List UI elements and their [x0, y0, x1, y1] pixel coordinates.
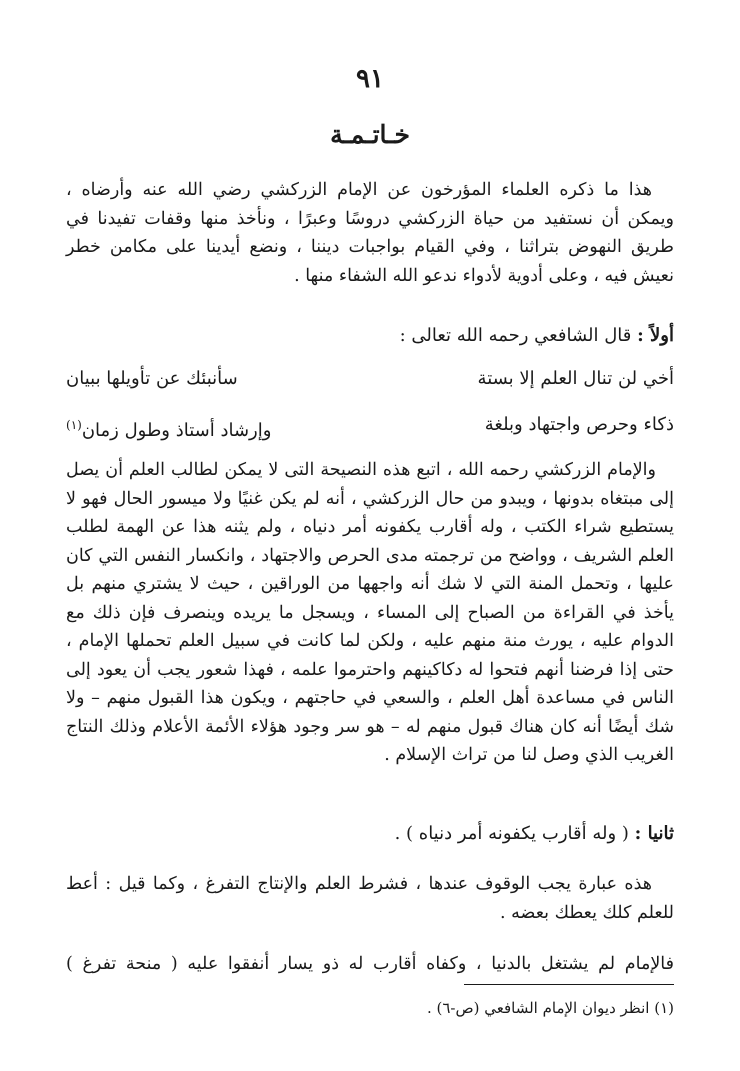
second-point-text: ( وله أقارب يكفونه أمر دنياه ) . — [394, 823, 629, 844]
poem-line-1-first-hemistich: أخي لن تنال العلم إلا بستة — [477, 368, 674, 389]
footnote-reference: (١) — [66, 418, 82, 432]
second-point-label: ثانيا : — [634, 823, 674, 844]
intro-paragraph: هذا ما ذكره العلماء المؤرخون عن الإمام الزركشي رضي الله عنه وأرضاه ، ويمكن أن نستفيد من حياة الزركشي دروسًا وعبرًا ، ونأخذ منها وقفات تفيدنا في طريق النهوض بتراثنا ، وفي القيام بواجبات ديننا ، ونضع أيدينا على مكامن خطر نعيش فيه ، وعلى أدوية لأدواء ندعو الله الشفاء منها . — [66, 180, 674, 286]
poem-line-1 — [66, 364, 674, 394]
third-paragraph: هذه عبارة يجب الوقوف عندها ، فشرط العلم والإنتاج التفرغ ، وكما قيل : أعط للعلم كلك يعطك بعضه . — [66, 874, 674, 923]
footnote: (١) انظر ديوان الإمام الشافعي (ص-٦) . — [426, 999, 674, 1017]
poem-line-2-second-wrap — [66, 410, 271, 446]
continuation-line: فالإمام لم يشتغل بالدنيا ، وكفاه أقارب له ذو يسار أنفقوا عليه ( منحة تفرغ ) — [66, 954, 674, 974]
footnote-separator — [464, 984, 674, 985]
poem-line-2-first-hemistich: ذكاء وحرص واجتهاد وبلغة — [484, 414, 674, 435]
second-point-heading — [66, 820, 674, 848]
poem-line-1-second-hemistich: سأنبئك عن تأويلها ببيان — [66, 368, 238, 389]
first-point-heading — [66, 322, 674, 350]
poem-line-2 — [66, 410, 674, 446]
page-number: ٩١ — [356, 64, 384, 94]
chapter-title: خـاتـمـة — [330, 120, 410, 149]
commentary-paragraph: والإمام الزركشي رحمه الله ، اتبع هذه النصيحة التى لا يمكن لطالب العلم أن يصل إلى مبتغاه بدونها ، ويبدو من حال الزركشي ، أنه لم يكن غنيًا ولا ميسور الحال فهو لا يستطيع شراء الكتب ، وله أقارب يكفونه أمر دنياه ، ولم يثنه هذا عن الهمة لطلب العلم الشريف ، وواضح من ترجمته مدى الحرص والاجتهاد ، وانكسار النفس التي كان عليها ، وتحمل المنة التي لا شك أنه واجهها من الوراقين ، حيث لا يشتري منهم بل يأخذ في القراءة من الصباح إلى المساء ، ويسجل ما يريده وينصرف فإن ذلك مع الدوام عليه ، يورث منة منهم عليه ، ولكن لما كانت في سبيل العلم تحملها الإمام ، حتى إذا فرضنا أنهم فتحوا له دكاكينهم واحترموا علمه ، فهذا شعور يجب أن يعود إلى الناس في مساعدة أهل العلم ، والسعي في حاجتهم ، ويكون هذا القبول منهم – ولا شك أيضًا أنه كان هناك قبول منهم له – هو سر وجود هؤلاء الأئمة الأعلام وذلك النتاج الغريب الذي وصل لنا من تراث الإسلام . — [66, 460, 674, 765]
first-point-text: قال الشافعي رحمه الله تعالى : — [399, 325, 632, 346]
first-point-label: أولاً : — [637, 325, 674, 346]
poem-line-2-second-hemistich: وإرشاد أستاذ وطول زمان — [81, 420, 272, 441]
